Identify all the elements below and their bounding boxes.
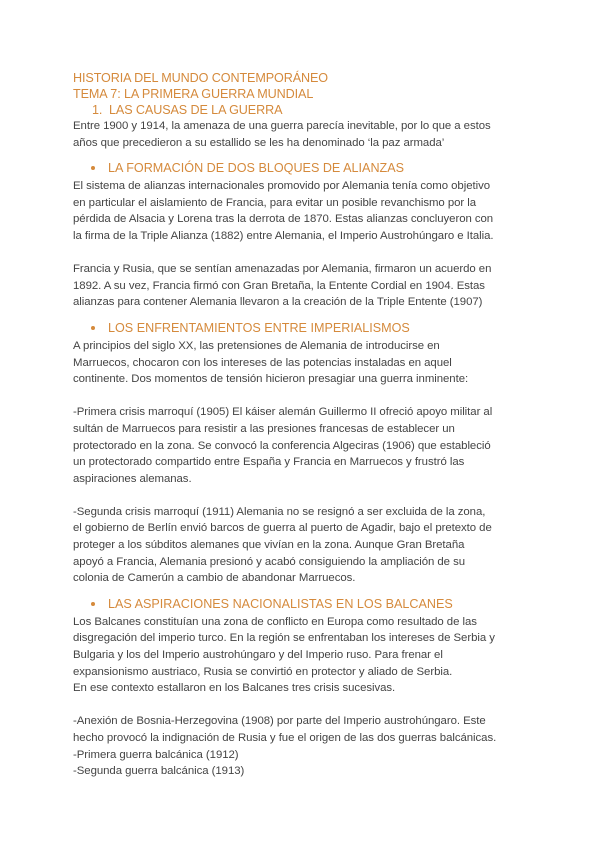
text-line: colonia de Camerún a cambio de abandonar Marruecos. <box>73 572 356 585</box>
text-line: -Primera crisis marroquí (1905) El káiser alemán Guillermo II ofreció apoyo militar al <box>73 406 493 419</box>
intro-paragraph <box>73 118 533 151</box>
paragraph-balcanes-1 <box>73 614 533 697</box>
text-line: Entre 1900 y 1914, la amenaza de una guerra parecía inevitable, por lo que a estos <box>73 120 491 132</box>
paragraph-gap <box>73 245 533 262</box>
section-number: 1. <box>92 103 103 117</box>
text-line: Marruecos, chocaron con los intereses de las potencias instaladas en aquel <box>73 356 452 369</box>
subheading-bloques <box>73 160 533 176</box>
text-line: Francia y Rusia, que se sentían amenazadas por Alemania, firmaron un acuerdo en <box>73 263 492 276</box>
text-line: A principios del siglo XX, las pretensiones de Alemania de introducirse en <box>73 339 440 352</box>
text-line: proteger a los súbditos alemanes que vivían en la zona. Aunque Gran Bretaña <box>73 539 465 552</box>
paragraph-imperialismos-3 <box>73 504 533 587</box>
document-content <box>73 70 533 780</box>
text-line: En ese contexto estallaron en los Balcanes tres crisis sucesivas. <box>73 682 396 695</box>
paragraph-imperialismos-2 <box>73 404 533 487</box>
text-line: expansionismo austriaco, Rusia se convirtió en protector y aliado de Serbia. <box>73 665 453 678</box>
text-line: El sistema de alianzas internacionales promovido por Alemania tenía como objetivo <box>73 180 491 193</box>
text-line: alianzas para contener Alemania llevaron a la creación de la Triple Entente (1907) <box>73 296 483 309</box>
section-heading-text: LAS CAUSAS DE LA GUERRA <box>109 103 283 117</box>
document-title: HISTORIA DEL MUNDO CONTEMPORÁNEO <box>73 71 329 85</box>
text-line: continente. Dos momentos de tensión hicieron presagiar una guerra inminente: <box>73 373 469 386</box>
paragraph-gap <box>73 388 533 405</box>
text-line: un protectorado compartido entre España y Francia en Marruecos y frustró las <box>73 456 465 469</box>
text-line: aspiraciones alemanas. <box>73 472 192 485</box>
text-line: Los Balcanes constituían una zona de conflicto en Europa como resultado de las <box>73 615 477 628</box>
text-line: -Primera guerra balcánica (1912) <box>73 748 239 761</box>
bullet-dot-icon <box>91 602 95 606</box>
text-line: el gobierno de Berlín envió barcos de guerra al puerto de Agadir, bajo el pretexto de <box>73 522 492 535</box>
text-line: la firma de la Triple Alianza (1882) entre Alemania, el Imperio Austrohúngaro e Italia. <box>73 229 494 242</box>
subheading-text: LOS ENFRENTAMIENTOS ENTRE IMPERIALISMOS <box>108 320 410 335</box>
text-line: -Anexión de Bosnia-Herzegovina (1908) por parte del Imperio austrohúngaro. Este <box>73 715 486 728</box>
text-line: protectorado en la zona. Se convocó la conferencia Algeciras (1906) que estableció <box>73 439 491 452</box>
text-line: disgregación del imperio turco. En la región se enfrentaban los intereses de Serbia y <box>73 632 495 645</box>
document-subtitle: TEMA 7: LA PRIMERA GUERRA MUNDIAL <box>73 87 314 101</box>
text-line: hecho provocó la indignación de Rusia y fue el origen de las dos guerras balcánicas. <box>73 732 497 744</box>
text-line: en particular el aislamiento de Francia, para evitar un posible revanchismo por la <box>73 196 477 209</box>
paragraph-gap <box>73 487 533 504</box>
paragraph-imperialismos-1 <box>73 338 533 388</box>
text-line: Bulgaria y los del Imperio austrohúngaro y del Imperio ruso. Para frenar el <box>73 649 443 662</box>
text-line: años que precedieron a su estallido se les ha denominado ‘la paz armada’ <box>73 136 445 149</box>
subheading-balcanes <box>73 596 533 612</box>
text-line: -Segunda crisis marroquí (1911) Alemania no se resignó a ser excluida de la zona, <box>73 505 486 518</box>
paragraph-gap <box>73 697 533 714</box>
bullet-dot-icon <box>91 166 95 170</box>
paragraph-bloques-1 <box>73 178 533 244</box>
subheading-imperialismos <box>73 320 533 336</box>
text-line: 1892. A su vez, Francia firmó con Gran Bretaña, la Entente Cordial en 1904. Estas <box>73 279 485 292</box>
section-heading-causas <box>92 102 533 118</box>
paragraph-balcanes-2 <box>73 713 533 779</box>
bullet-dot-icon <box>91 326 95 330</box>
text-line: apoyó a Francia, Alemania presionó y acabó consiguiendo la ampliación de su <box>73 555 466 568</box>
subheading-text: LA FORMACIÓN DE DOS BLOQUES DE ALIANZAS <box>108 161 405 176</box>
subheading-text: LAS ASPIRACIONES NACIONALISTAS EN LOS BALCANES <box>108 596 453 611</box>
text-line: sultán de Marruecos para resistir a las presiones francesas de establecer un <box>73 422 455 435</box>
text-line: -Segunda guerra balcánica (1913) <box>73 765 245 778</box>
text-line: pérdida de Alsacia y Lorena tras la derrota de 1870. Estas alianzas concluyeron con <box>73 213 494 226</box>
paragraph-bloques-2 <box>73 261 533 311</box>
